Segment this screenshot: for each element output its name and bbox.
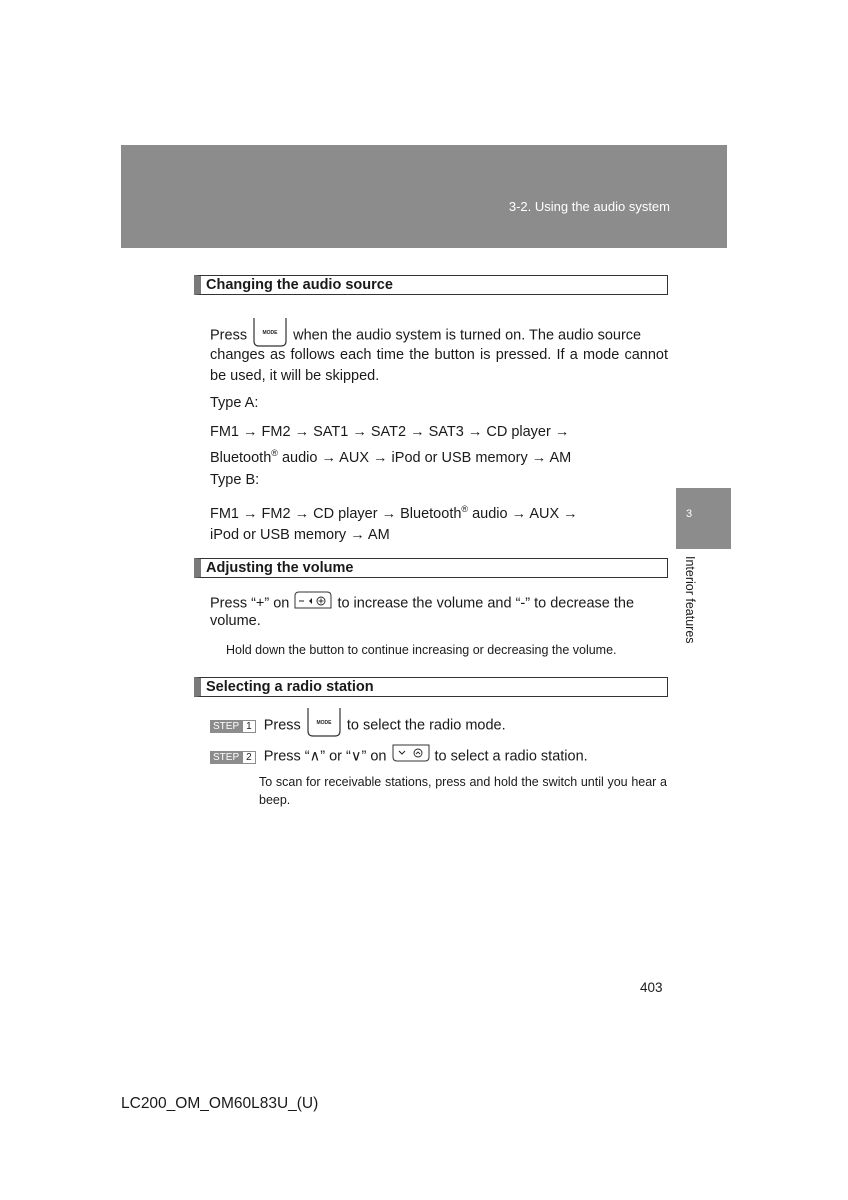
type-b-label: Type B: [210, 472, 260, 488]
svg-text:MODE: MODE [316, 720, 332, 726]
page-number: 403 [640, 980, 663, 995]
step-2-text-a: Press “∧” or “∨” on [263, 748, 387, 765]
heading-radio [194, 677, 668, 697]
type-b-sequence [210, 499, 670, 546]
svg-text:MODE: MODE [262, 330, 278, 336]
text-press: Press [210, 327, 248, 344]
step-1-text-b: to select the radio mode. [346, 717, 506, 734]
type-b-line1: FM1 → FM2 → CD player → Bluetooth® audio → AUX → [210, 504, 578, 522]
heading-text: Changing the audio source [206, 277, 393, 293]
text-volume-desc: to increase the volume and “-” to decrease the [337, 595, 635, 612]
step-2-badge: STEP 2 [210, 746, 256, 767]
type-a-sequence [210, 422, 670, 469]
heading-volume [194, 558, 668, 578]
section-title: 3-2. Using the audio system [508, 199, 670, 214]
volume-note: Hold down the button to continue increasing or decreasing the volume. [226, 643, 617, 657]
document-code: LC200_OM_OM60L83U_(U) [121, 1095, 319, 1112]
header-band [121, 145, 727, 248]
mode-button-icon [305, 707, 343, 744]
tune-switch-icon [391, 743, 431, 770]
volume-switch-icon [293, 590, 333, 617]
step-1-badge: STEP 1 [210, 715, 256, 736]
step-2 [210, 743, 670, 770]
type-b-line2: iPod or USB memory → AM [210, 526, 390, 543]
paragraph-volume-end: volume. [210, 613, 261, 629]
radio-note: To scan for receivable stations, press and hold the switch until you hear a beep. [259, 775, 667, 807]
type-a-label: Type A: [210, 395, 259, 411]
paragraph-volume [210, 590, 668, 617]
type-a-line1: FM1 → FM2 → SAT1 → SAT2 → SAT3 → CD player → [210, 424, 570, 440]
chapter-label: Interior features [683, 556, 697, 644]
step-2-text-b: to select a radio station. [434, 748, 588, 765]
chapter-tab [676, 488, 731, 549]
text-press-plus: Press “+” on [210, 595, 290, 612]
step-1-text-a: Press [263, 717, 301, 734]
heading-audio-source [194, 275, 668, 295]
heading-text: Adjusting the volume [206, 560, 354, 576]
chapter-number: 3 [686, 508, 693, 520]
heading-text: Selecting a radio station [206, 679, 374, 695]
text-mode-desc: when the audio system is turned on. The audio source [293, 327, 642, 344]
step-1 [210, 707, 670, 744]
type-a-line2: Bluetooth® audio → AUX → iPod or USB memory → AM [210, 448, 572, 466]
paragraph-mode-cont: changes as follows each time the button is pressed. If a mode cannot be used, it will be skipped. [210, 347, 668, 384]
